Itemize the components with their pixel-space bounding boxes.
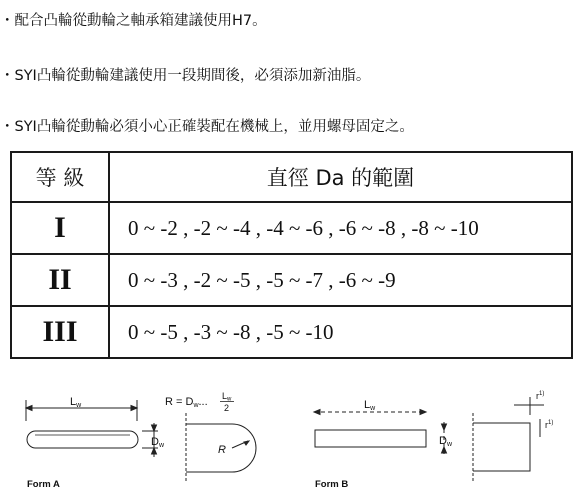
grade-cell: II — [11, 254, 109, 306]
grade-cell: I — [11, 202, 109, 254]
form-b-drawing — [314, 397, 544, 481]
range-cell: 0 ~ -5 , -3 ~ -8 , -5 ~ -10 — [109, 306, 572, 358]
form-a-radius-label: R — [218, 444, 226, 456]
roller-form-drawings — [0, 375, 585, 500]
range-header: 直徑 Da 的範圍 — [109, 152, 572, 202]
form-a-drawing — [26, 400, 256, 482]
form-a-radius-arrow — [244, 441, 249, 445]
form-a-fraction-numerator: Lw — [222, 391, 232, 403]
form-a-diameter-label: Dw — [151, 436, 165, 449]
form-b-end-profile — [473, 423, 530, 471]
note-installation: ・SYI凸輪從動輪必須小心正確裝配在機械上，並用螺母固定之。 — [0, 119, 414, 135]
form-b-corner-radius-label-side: $r^{1)}$ — [545, 420, 554, 430]
table-row — [11, 306, 572, 358]
form-a-fraction-denominator: 2 — [224, 403, 230, 413]
form-b-diameter-label: Dw — [439, 435, 453, 448]
form-b-roller-body — [315, 430, 426, 447]
range-cell: 0 ~ -3 , -2 ~ -5 , -5 ~ -7 , -6 ~ -9 — [109, 254, 572, 306]
form-a-length-label: Lw — [70, 396, 82, 409]
grade-cell: III — [11, 306, 109, 358]
form-a-caption: Form A — [27, 479, 60, 490]
grade-header: 等 級 — [11, 152, 109, 202]
table-row — [11, 254, 572, 306]
form-a-roller-body — [27, 431, 138, 448]
form-a-radius-formula: R = Dw... — [165, 396, 208, 409]
table-row — [11, 202, 572, 254]
table-header-row — [11, 152, 572, 202]
form-b-caption: Form B — [315, 479, 349, 490]
note-grease-maintenance: ・SYI凸輪從動輪建議使用一段期間後，必須添加新油脂。 — [0, 68, 371, 84]
note-housing-tolerance: ・配合凸輪從動輪之軸承箱建議使用H7。 — [0, 13, 267, 29]
form-b-corner-radius-label-top: $r^{1)}$ — [536, 391, 545, 401]
form-b-length-label: Lw — [364, 399, 376, 412]
grade-range-table — [10, 151, 573, 359]
range-cell: 0 ~ -2 , -2 ~ -4 , -4 ~ -6 , -6 ~ -8 , -8 ~ -10 — [109, 202, 572, 254]
